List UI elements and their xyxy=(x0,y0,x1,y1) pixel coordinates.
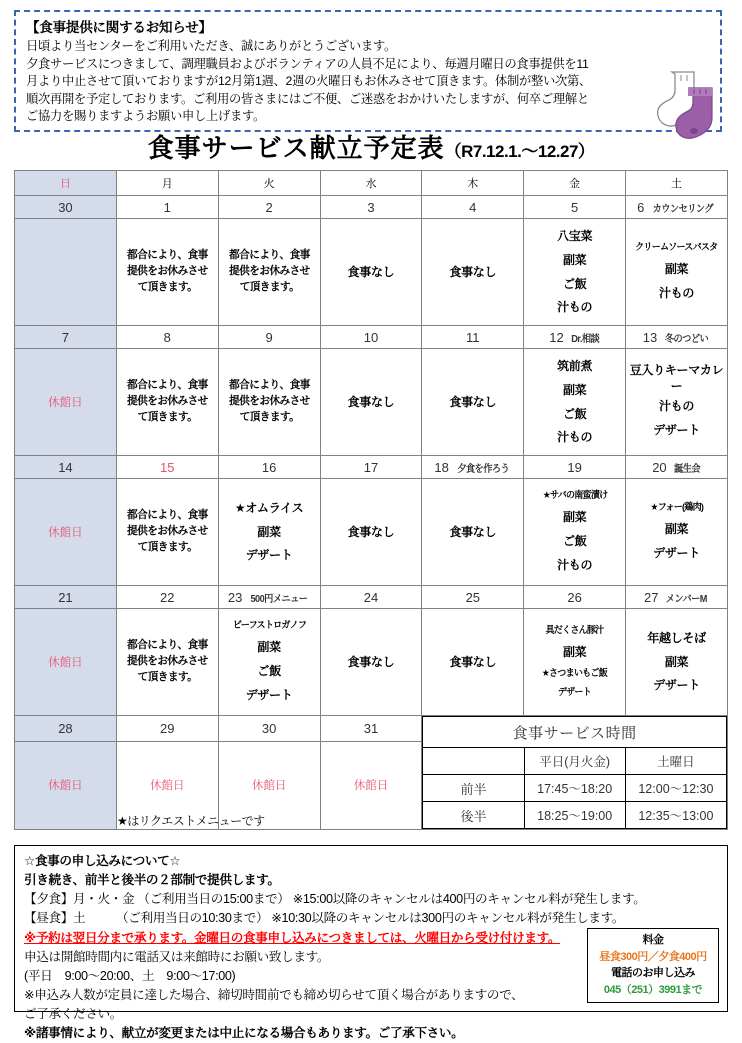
date-cell-inner xyxy=(117,456,218,478)
no-meal-text: 食事なし xyxy=(347,394,395,409)
date-number: 2 xyxy=(265,199,273,215)
menu-item: デザート xyxy=(653,678,700,693)
menu-item: 汁もの xyxy=(658,286,695,301)
calendar-date-cell[interactable] xyxy=(15,716,117,742)
date-cell-inner xyxy=(15,716,116,741)
calendar-date-cell[interactable] xyxy=(116,716,218,742)
menu-stack xyxy=(117,349,218,455)
application-notice-line: 申込は開館時間内に電話又は来館時にお願い致します。 xyxy=(24,949,330,964)
menu-stack xyxy=(219,609,320,715)
date-cell-inner xyxy=(117,326,218,348)
menu-item: 副菜 xyxy=(562,510,587,525)
menu-item: 副菜 xyxy=(664,262,689,277)
notice-line: 月より中止させて頂いておりますが12月第1週、2週の火曜日もお休みさせて頂きます。体制が整い次第、 xyxy=(26,74,592,89)
calendar-date-cell[interactable] xyxy=(116,456,218,479)
weekday-label: 水 xyxy=(365,178,377,190)
calendar-menu-cell xyxy=(320,609,422,716)
calendar-date-cell[interactable] xyxy=(15,326,117,349)
menu-item: ★さつまいもご飯 xyxy=(542,667,608,679)
date-cell-inner xyxy=(524,456,625,478)
calendar-menu-cell xyxy=(524,349,626,456)
date-cell-inner xyxy=(15,196,116,218)
menu-item: ★オムライス xyxy=(234,500,304,515)
calendar-menu-cell xyxy=(218,479,320,586)
notice-line: 順次再開を予定しております。ご利用の皆さまにはご不便、ご迷惑をおかけいたしますが、何卒ご理解と xyxy=(26,91,589,106)
phone-number: 045（251）3991まで xyxy=(603,983,703,996)
date-cell-inner xyxy=(117,586,218,608)
date-cell-inner xyxy=(321,716,422,741)
menu-stack xyxy=(626,349,727,455)
menu-stack xyxy=(422,609,523,715)
hours-row xyxy=(423,802,727,829)
closed-notice-text: 都合により、食事提供をお休みさせて頂きます。 xyxy=(228,249,310,293)
menu-stack xyxy=(422,349,523,455)
weekday-label: 日 xyxy=(59,178,71,190)
date-number: 4 xyxy=(469,199,477,215)
menu-item: 副菜 xyxy=(664,654,689,669)
date-number: 3 xyxy=(367,199,375,215)
calendar-menu-cell xyxy=(116,349,218,456)
calendar-table xyxy=(14,170,728,830)
menu-stack xyxy=(15,349,116,455)
application-notice-line: ご了承ください。 xyxy=(24,1007,122,1022)
calendar-date-cell[interactable] xyxy=(218,456,320,479)
date-event-label: 夕食を作ろう xyxy=(457,463,509,475)
calendar-date-row xyxy=(15,456,728,479)
date-number: 19 xyxy=(567,459,582,475)
date-cell-inner xyxy=(524,196,625,218)
calendar-date-cell[interactable] xyxy=(116,196,218,219)
no-meal-text: 食事なし xyxy=(449,524,497,539)
date-cell-inner xyxy=(626,326,727,348)
menu-item: 汁もの xyxy=(557,557,593,572)
menu-calendar xyxy=(14,170,728,830)
calendar-date-cell[interactable] xyxy=(626,456,728,479)
calendar-header-row xyxy=(15,171,728,196)
hours-saturday-value: 12:00～12:30 xyxy=(625,775,726,802)
weekday-label: 木 xyxy=(467,178,479,190)
calendar-menu-cell xyxy=(15,479,117,586)
calendar-date-cell[interactable] xyxy=(320,196,422,219)
menu-stack xyxy=(422,219,523,325)
date-cell-inner xyxy=(626,196,727,218)
calendar-date-cell[interactable] xyxy=(422,326,524,349)
calendar-date-cell[interactable] xyxy=(218,586,320,609)
date-cell-inner xyxy=(626,586,727,608)
menu-item: 豆入りキーマカレー xyxy=(629,363,724,394)
menu-item: 汁もの xyxy=(658,399,695,414)
service-hours-container xyxy=(422,716,728,830)
weekday-header-水 xyxy=(320,171,422,196)
calendar-menu-cell xyxy=(320,349,422,456)
no-meal-text: 食事なし xyxy=(347,264,395,279)
date-cell-inner xyxy=(321,196,422,218)
calendar-date-cell[interactable] xyxy=(422,586,524,609)
application-notice-line: 【昼食】土 （ご利用当日の10:30まで） ※10:30以降のキャンセルは300円のキャンセル料が発生します。 xyxy=(24,911,625,926)
date-cell-inner xyxy=(321,326,422,348)
hours-column-header-row xyxy=(423,748,727,775)
weekday-header-火 xyxy=(218,171,320,196)
menu-stack xyxy=(524,349,625,455)
calendar-menu-cell xyxy=(15,349,117,456)
calendar-menu-row xyxy=(15,609,728,716)
weekday-header-日 xyxy=(15,171,117,196)
date-cell-inner xyxy=(219,196,320,218)
date-event-label: 冬のつどい xyxy=(665,333,709,345)
calendar-menu-cell xyxy=(218,609,320,716)
date-number: 14 xyxy=(58,459,73,475)
hours-period-label: 後半 xyxy=(423,802,524,829)
menu-stack xyxy=(219,219,320,325)
date-cell-inner xyxy=(15,456,116,478)
date-cell-inner xyxy=(117,196,218,218)
menu-stack xyxy=(15,219,116,325)
menu-item: デザート xyxy=(558,686,592,698)
date-cell-inner xyxy=(422,196,523,218)
menu-stack xyxy=(15,609,116,715)
date-number: 27 xyxy=(643,589,659,605)
date-number: 23 xyxy=(227,589,243,605)
service-hours-title: 食事サービス時間 xyxy=(423,717,727,748)
closed-notice-text: 都合により、食事提供をお休みさせて頂きます。 xyxy=(126,639,208,683)
menu-item: 副菜 xyxy=(257,640,281,655)
calendar-date-cell[interactable] xyxy=(218,716,320,742)
weekday-header-金 xyxy=(524,171,626,196)
calendar-date-cell[interactable] xyxy=(524,196,626,219)
date-number: 8 xyxy=(163,329,171,345)
date-cell-inner xyxy=(422,326,523,348)
date-event-label: メンバーM xyxy=(666,593,708,605)
calendar-date-cell[interactable] xyxy=(320,326,422,349)
date-number: 28 xyxy=(58,720,73,736)
menu-stack xyxy=(321,349,422,455)
no-meal-text: 食事なし xyxy=(449,394,497,409)
menu-stack xyxy=(321,742,422,829)
date-number: 24 xyxy=(363,589,379,605)
menu-stack xyxy=(117,479,218,585)
hours-row xyxy=(423,775,727,802)
application-notice-line: (平日 9:00～20:00、土 9:00～17:00) xyxy=(24,968,236,983)
calendar-date-cell[interactable] xyxy=(15,586,117,609)
menu-stack xyxy=(219,479,320,585)
menu-stack xyxy=(15,742,116,829)
calendar-date-cell[interactable] xyxy=(218,326,320,349)
date-cell-inner xyxy=(219,456,320,478)
date-number: 6 xyxy=(637,199,645,215)
menu-stack xyxy=(626,609,727,715)
calendar-menu-cell xyxy=(218,349,320,456)
menu-item: デザート xyxy=(653,423,700,438)
closed-day-text: 休館日 xyxy=(251,780,287,793)
application-notice-line: ☆食事の申し込みについて☆ xyxy=(24,854,181,868)
menu-item: 年越しそば xyxy=(647,630,706,645)
request-menu-footnote: ★はリクエストメニューです xyxy=(117,814,265,828)
calendar-menu-cell xyxy=(320,219,422,326)
calendar-date-cell[interactable] xyxy=(116,326,218,349)
calendar-date-row xyxy=(15,326,728,349)
date-event-label: 誕生会 xyxy=(673,463,700,475)
date-cell-inner xyxy=(321,586,422,608)
calendar-date-cell[interactable] xyxy=(218,196,320,219)
service-hours-table xyxy=(422,716,727,829)
calendar-menu-row xyxy=(15,349,728,456)
closed-notice-text: 都合により、食事提供をお休みさせて頂きます。 xyxy=(126,379,208,423)
date-number: 1 xyxy=(163,199,171,215)
date-number: 13 xyxy=(642,329,658,345)
meal-service-notice-box xyxy=(14,10,722,132)
closed-day-text: 休館日 xyxy=(48,527,83,539)
date-number: 18 xyxy=(434,459,449,475)
calendar-date-cell[interactable] xyxy=(320,716,422,742)
notice-line: ご協力を賜りますようお願い申し上げます。 xyxy=(26,109,265,124)
calendar-menu-cell xyxy=(422,349,524,456)
menu-item: デザート xyxy=(245,548,293,563)
date-number: 29 xyxy=(160,720,175,736)
menu-item: ご飯 xyxy=(562,276,587,291)
date-number: 10 xyxy=(363,329,379,345)
no-meal-text: 食事なし xyxy=(449,654,497,669)
closed-day-text: 休館日 xyxy=(48,657,83,669)
menu-stack xyxy=(15,479,116,585)
date-cell-inner xyxy=(524,586,625,608)
menu-item: 汁もの xyxy=(557,300,593,315)
hours-saturday-header: 土曜日 xyxy=(625,748,726,775)
calendar-date-cell[interactable] xyxy=(15,196,117,219)
menu-item: ご飯 xyxy=(562,534,587,549)
weekday-label: 火 xyxy=(263,178,275,190)
menu-stack xyxy=(117,219,218,325)
menu-stack xyxy=(626,479,727,585)
date-number: 26 xyxy=(567,589,582,605)
date-event-label: 500円メニュー xyxy=(250,593,308,605)
menu-item: デザート xyxy=(653,546,700,561)
price-info-box xyxy=(587,928,719,1003)
menu-item: 副菜 xyxy=(562,645,587,660)
menu-item: 副菜 xyxy=(562,382,587,397)
hours-blank-header xyxy=(423,748,524,775)
calendar-menu-cell xyxy=(320,479,422,586)
menu-stack xyxy=(422,479,523,585)
calendar-menu-cell xyxy=(15,609,117,716)
calendar-menu-cell xyxy=(422,479,524,586)
calendar-menu-cell xyxy=(524,219,626,326)
calendar-menu-row xyxy=(15,479,728,586)
date-number: 17 xyxy=(363,459,379,475)
hours-saturday-value: 12:35～13:00 xyxy=(625,802,726,829)
calendar-menu-cell xyxy=(15,741,117,829)
date-cell-inner xyxy=(15,586,116,608)
menu-stack xyxy=(321,479,422,585)
page-title-range: （R7.12.1.～12.27） xyxy=(444,142,595,161)
calendar-date-row xyxy=(15,196,728,219)
date-cell-inner xyxy=(117,716,218,741)
calendar-menu-cell xyxy=(15,219,117,326)
menu-stack xyxy=(219,349,320,455)
menu-item: 八宝菜 xyxy=(557,228,593,243)
date-number: 25 xyxy=(465,589,481,605)
application-notice-line: 引き続き、前半と後半の２部制で提供します。 xyxy=(24,873,280,888)
hours-weekday-header: 平日(月火金) xyxy=(524,748,625,775)
date-cell-inner xyxy=(524,326,625,348)
notice-body xyxy=(26,38,710,125)
hours-period-label: 前半 xyxy=(423,775,524,802)
menu-item: 副菜 xyxy=(257,524,281,539)
menu-stack xyxy=(626,219,727,325)
menu-stack xyxy=(524,609,625,715)
calendar-date-row xyxy=(15,586,728,609)
date-number: 5 xyxy=(571,199,579,215)
menu-item: 具だくさん豚汁 xyxy=(545,625,604,637)
hours-weekday-value: 17:45～18:20 xyxy=(524,775,625,802)
date-number: 21 xyxy=(58,589,73,605)
closed-day-text: 休館日 xyxy=(48,780,83,793)
calendar-menu-cell xyxy=(524,479,626,586)
calendar-menu-cell xyxy=(320,741,422,829)
calendar-date-cell[interactable] xyxy=(320,586,422,609)
application-notice-line: ※諸事情により、献立が変更または中止になる場合もあります。ご了承下さい。 xyxy=(24,1026,464,1041)
calendar-date-row xyxy=(15,716,728,742)
date-number: 7 xyxy=(61,329,70,345)
weekday-label: 金 xyxy=(569,178,581,190)
closed-notice-text: 都合により、食事提供をお休みさせて頂きます。 xyxy=(126,509,208,553)
date-cell-inner xyxy=(422,456,523,478)
closed-day-text: 休館日 xyxy=(48,397,83,409)
notice-title: 【食事提供に関するお知らせ】 xyxy=(26,20,212,35)
calendar-menu-cell xyxy=(218,219,320,326)
calendar-date-cell[interactable] xyxy=(320,456,422,479)
closed-notice-text: 都合により、食事提供をお休みさせて頂きます。 xyxy=(228,379,310,423)
weekday-header-月 xyxy=(116,171,218,196)
menu-item: ビーフストロガノフ xyxy=(232,620,306,632)
application-notice-line: ※予約は翌日分まで承ります。金曜日の食事申し込みにつきましては、火曜日から受け付けます。 xyxy=(24,930,561,945)
date-number: 22 xyxy=(160,589,175,605)
date-number: 31 xyxy=(363,720,379,736)
weekday-label: 月 xyxy=(161,178,173,190)
closed-notice-text: 都合により、食事提供をお休みさせて頂きます。 xyxy=(126,249,208,293)
date-cell-inner xyxy=(422,586,523,608)
calendar-date-cell[interactable] xyxy=(524,456,626,479)
menu-stack xyxy=(524,219,625,325)
weekday-header-木 xyxy=(422,171,524,196)
calendar-menu-cell xyxy=(626,479,728,586)
date-cell-inner xyxy=(15,326,116,348)
calendar-menu-row xyxy=(15,219,728,326)
calendar-menu-cell xyxy=(116,479,218,586)
menu-item: ご飯 xyxy=(562,406,587,421)
application-notice-line: ※申込み人数が定員に達した場合、締切時間前でも締め切らせて頂く場合がありますので、 xyxy=(24,987,524,1002)
calendar-date-cell[interactable] xyxy=(422,456,524,479)
date-cell-inner xyxy=(219,326,320,348)
menu-item: 副菜 xyxy=(664,522,689,537)
date-number: 15 xyxy=(160,459,175,475)
hours-title-row xyxy=(423,717,727,748)
calendar-date-cell[interactable] xyxy=(626,586,728,609)
calendar-menu-cell xyxy=(626,609,728,716)
calendar-date-cell[interactable] xyxy=(626,196,728,219)
menu-item: デザート xyxy=(245,687,293,702)
hours-weekday-value: 18:25～19:00 xyxy=(524,802,625,829)
date-event-label: カウンセリング xyxy=(652,203,714,215)
calendar-date-cell[interactable] xyxy=(626,326,728,349)
menu-item: 筑前煮 xyxy=(557,358,593,373)
no-meal-text: 食事なし xyxy=(347,524,395,539)
calendar-menu-cell xyxy=(116,609,218,716)
price-title: 料金 xyxy=(642,934,664,946)
calendar-date-cell[interactable] xyxy=(524,586,626,609)
date-number: 20 xyxy=(652,459,667,475)
phone-label: 電話のお申し込み xyxy=(611,967,695,979)
calendar-menu-cell xyxy=(116,219,218,326)
application-notice-box xyxy=(14,845,728,1041)
date-event-label: Dr.相談 xyxy=(570,333,599,345)
date-cell-inner xyxy=(321,456,422,478)
menu-stack xyxy=(321,219,422,325)
menu-item: ★サバの南蛮漬け xyxy=(542,490,607,502)
page-title xyxy=(0,128,742,165)
calendar-date-cell[interactable] xyxy=(116,586,218,609)
calendar-date-cell[interactable] xyxy=(15,456,117,479)
menu-stack xyxy=(117,609,218,715)
date-number: 30 xyxy=(58,199,73,215)
price-amount: 昼食300円／夕食400円 xyxy=(599,950,707,963)
calendar-date-cell[interactable] xyxy=(524,326,626,349)
notice-line: 日頃より当センターをご利用いただき、誠にありがとうございます。 xyxy=(26,39,396,54)
application-notice-line: 【夕食】月・火・金 （ご利用当日の15:00まで） ※15:00以降のキャンセルは400円のキャンセル料が発生します。 xyxy=(24,892,646,907)
date-number: 30 xyxy=(261,720,277,736)
date-number: 11 xyxy=(466,329,480,345)
no-meal-text: 食事なし xyxy=(347,654,395,669)
date-cell-inner xyxy=(626,456,727,478)
closed-day-text: 休館日 xyxy=(353,780,389,793)
notice-line: 夕食サービスにつきまして、調理職員およびボランティアの人員不足により、毎週月曜日の食事提供を11 xyxy=(26,56,589,71)
calendar-date-cell[interactable] xyxy=(422,196,524,219)
page-title-main: 食事サービス献立予定表 xyxy=(147,133,445,163)
calendar-menu-cell xyxy=(626,219,728,326)
calendar-menu-cell xyxy=(524,609,626,716)
closed-day-text: 休館日 xyxy=(150,780,185,793)
menu-item: ご飯 xyxy=(257,664,281,679)
weekday-label: 土 xyxy=(671,178,683,190)
date-cell-inner xyxy=(219,586,320,608)
calendar-menu-cell xyxy=(626,349,728,456)
date-number: 9 xyxy=(265,329,273,345)
date-cell-inner xyxy=(219,716,320,741)
menu-stack xyxy=(321,609,422,715)
no-meal-text: 食事なし xyxy=(449,264,497,279)
menu-stack xyxy=(524,479,625,585)
menu-item: 汁もの xyxy=(557,430,593,445)
menu-item: クリームソースパスタ xyxy=(635,242,718,254)
date-number: 16 xyxy=(261,459,277,475)
date-number: 12 xyxy=(549,329,564,345)
menu-item: ★フォー(鶏肉) xyxy=(650,502,703,514)
calendar-menu-cell xyxy=(422,219,524,326)
menu-item: 副菜 xyxy=(562,252,587,267)
weekday-header-土 xyxy=(626,171,728,196)
calendar-menu-cell xyxy=(422,609,524,716)
